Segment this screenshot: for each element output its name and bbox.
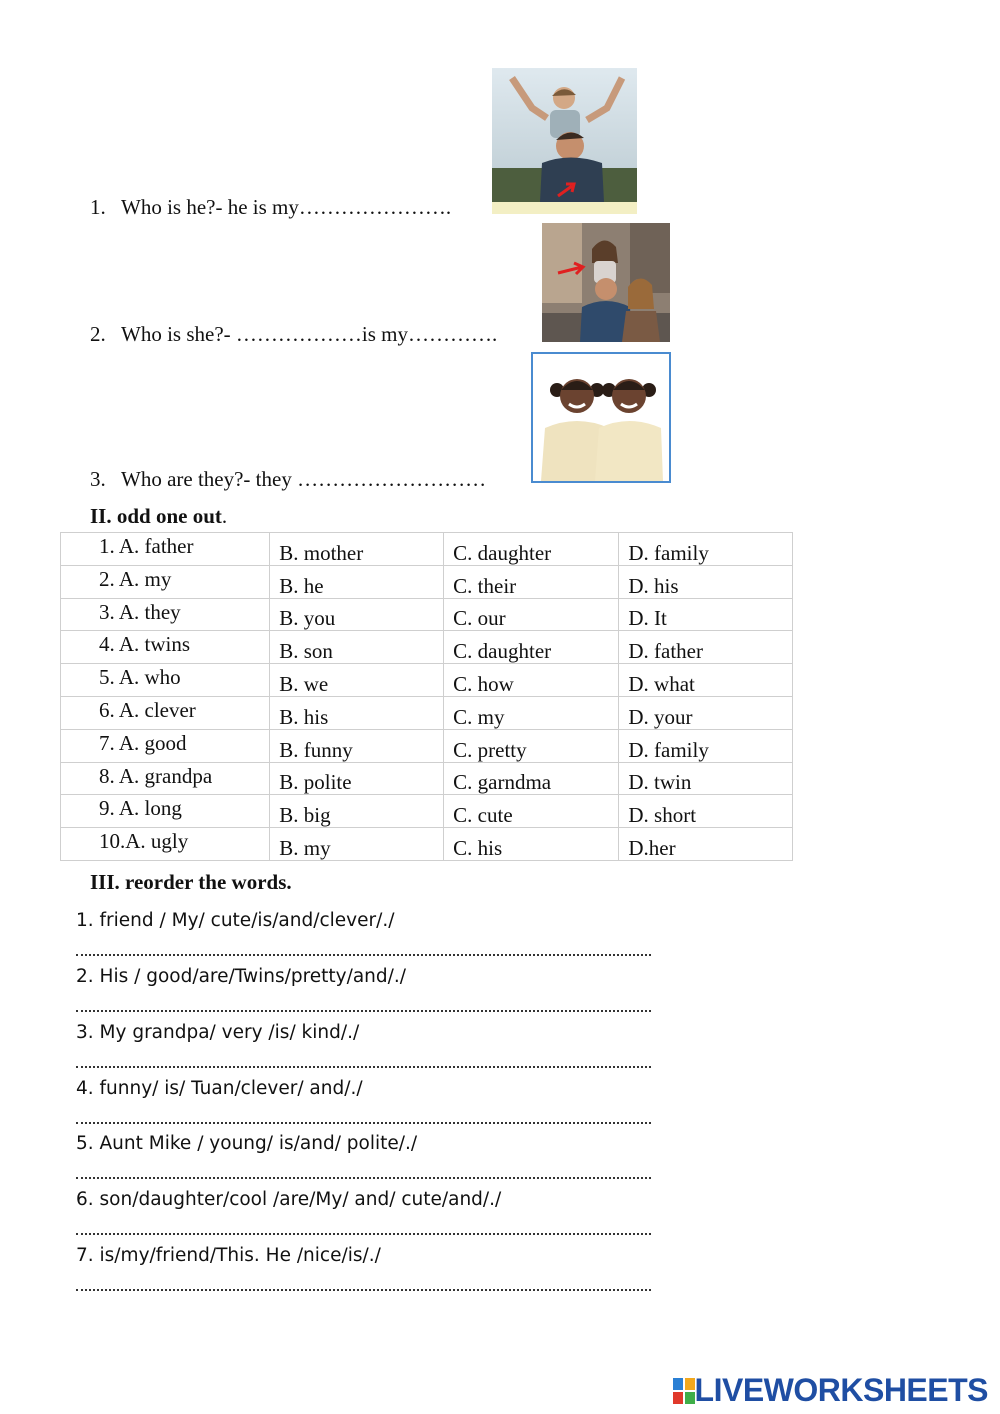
option-c: C. garndma <box>444 762 619 795</box>
answer-line-4[interactable] <box>76 1118 651 1124</box>
option-d: D. It <box>619 598 793 631</box>
reorder-item-7: 7. is/my/friend/This. He /nice/is/./ <box>76 1245 381 1266</box>
reorder-item-2: 2. His / good/are/Twins/pretty/and/./ <box>76 966 406 987</box>
reorder-item-5: 5. Aunt Mike / young/ is/and/ polite/./ <box>76 1133 418 1154</box>
table-row <box>61 533 793 566</box>
table-row <box>61 828 793 861</box>
father-son-photo <box>492 68 637 214</box>
option-b: B. mother <box>270 533 444 566</box>
answer-line-7[interactable] <box>76 1285 651 1291</box>
reorder-item-3: 3. My grandpa/ very /is/ kind/./ <box>76 1022 360 1043</box>
option-b: B. big <box>270 795 444 828</box>
option-a: 5. A. who <box>61 664 270 697</box>
option-a: 6. A. clever <box>61 696 270 729</box>
option-d: D. family <box>619 533 793 566</box>
reorder-item-6: 6. son/daughter/cool /are/My/ and/ cute/and/./ <box>76 1189 502 1210</box>
part2-heading: II. odd one out. <box>90 504 228 528</box>
table-row <box>61 664 793 697</box>
table-row <box>61 631 793 664</box>
option-a: 3. A. they <box>61 598 270 631</box>
option-b: B. his <box>270 696 444 729</box>
option-b: B. you <box>270 598 444 631</box>
option-d: D. your <box>619 696 793 729</box>
option-c: C. daughter <box>444 533 619 566</box>
question-1-text: Who is he?- he is my…………………. <box>121 195 452 219</box>
reorder-item-1: 1. friend / My/ cute/is/and/clever/./ <box>76 910 395 931</box>
option-a: 1. A. father <box>61 533 270 566</box>
option-c: C. how <box>444 664 619 697</box>
reorder-item-4: 4. funny/ is/ Tuan/clever/ and/./ <box>76 1078 363 1099</box>
liveworksheets-logo-icon <box>673 1378 695 1404</box>
option-c: C. cute <box>444 795 619 828</box>
option-b: B. polite <box>270 762 444 795</box>
family-street-photo <box>542 223 670 342</box>
option-c: C. daughter <box>444 631 619 664</box>
answer-line-6[interactable] <box>76 1229 651 1235</box>
table-row <box>61 762 793 795</box>
option-c: C. his <box>444 828 619 861</box>
option-a: 8. A. grandpa <box>61 762 270 795</box>
option-b: B. we <box>270 664 444 697</box>
option-c: C. their <box>444 565 619 598</box>
liveworksheets-brand <box>673 1372 988 1409</box>
question-3-text: Who are they?- they ……………………… <box>121 467 487 491</box>
option-d: D. his <box>619 565 793 598</box>
option-c: C. pretty <box>444 729 619 762</box>
odd-one-out-table <box>60 532 793 861</box>
option-d: D. short <box>619 795 793 828</box>
option-a: 9. A. long <box>61 795 270 828</box>
option-b: B. son <box>270 631 444 664</box>
table-row <box>61 795 793 828</box>
question-3: 3. Who are they?- they ……………………… <box>90 467 487 491</box>
question-2: 2. Who is she?- ………………is my…………. <box>90 322 498 346</box>
option-a: 7. A. good <box>61 729 270 762</box>
table-row <box>61 729 793 762</box>
option-d: D. what <box>619 664 793 697</box>
option-c: C. my <box>444 696 619 729</box>
option-d: D. family <box>619 729 793 762</box>
option-d: D. father <box>619 631 793 664</box>
answer-line-2[interactable] <box>76 1006 651 1012</box>
answer-line-3[interactable] <box>76 1062 651 1068</box>
option-a: 10.A. ugly <box>61 828 270 861</box>
option-c: C. our <box>444 598 619 631</box>
question-1: 1. Who is he?- he is my…………………. <box>90 195 452 219</box>
twins-photo <box>531 352 671 483</box>
table-row <box>61 696 793 729</box>
table-row <box>61 598 793 631</box>
option-a: 2. A. my <box>61 565 270 598</box>
option-b: B. he <box>270 565 444 598</box>
option-b: B. funny <box>270 729 444 762</box>
option-b: B. my <box>270 828 444 861</box>
question-2-text: Who is she?- ………………is my…………. <box>121 322 498 346</box>
brand-name: LIVEWORKSHEETS <box>694 1372 988 1408</box>
answer-line-5[interactable] <box>76 1173 651 1179</box>
option-d: D. twin <box>619 762 793 795</box>
part3-heading: III. reorder the words. <box>90 870 292 894</box>
option-d: D.her <box>619 828 793 861</box>
option-a: 4. A. twins <box>61 631 270 664</box>
table-row <box>61 565 793 598</box>
answer-line-1[interactable] <box>76 950 651 956</box>
